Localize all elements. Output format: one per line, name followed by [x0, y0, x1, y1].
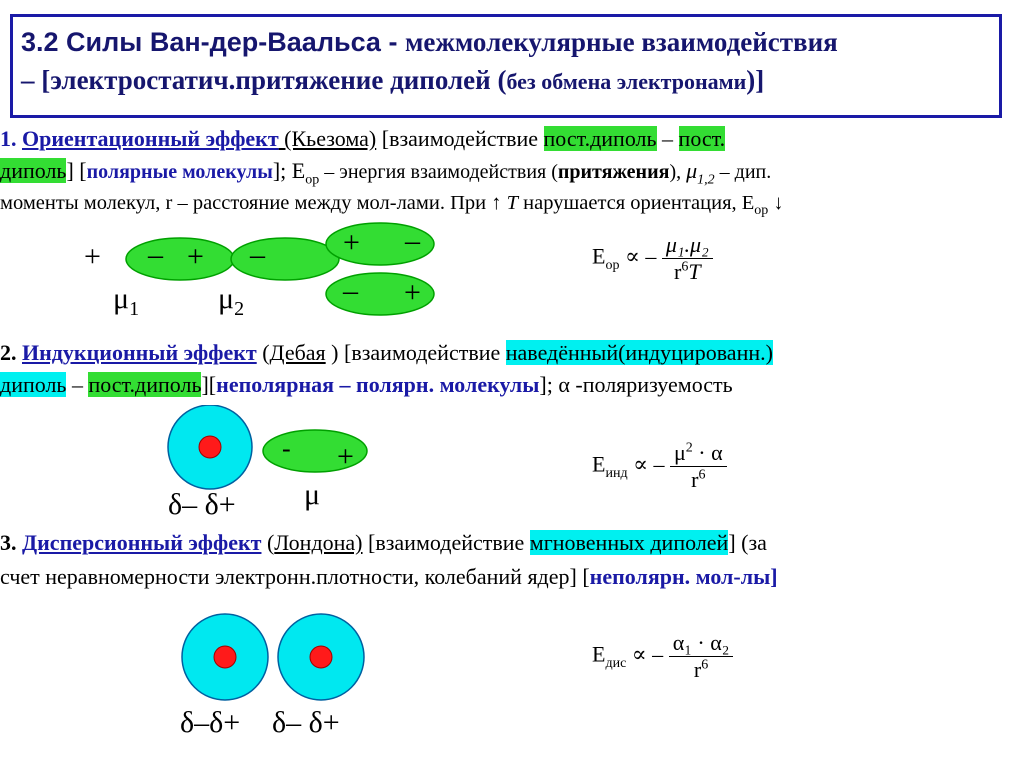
- symbol: μ: [673, 440, 686, 465]
- partial-charge-label: δ–δ+: [180, 706, 241, 739]
- nucleus: [214, 646, 236, 668]
- minus-sign: –: [405, 224, 420, 257]
- plus-sign: +: [337, 440, 354, 473]
- formula-orientation: [592, 232, 713, 285]
- section1-line1: [0, 124, 725, 154]
- section3-author: Лондона): [274, 530, 363, 555]
- highlight-green: пост.диполь: [88, 372, 202, 397]
- highlight-green: пост.диполь: [543, 126, 657, 151]
- denominator: [670, 467, 727, 493]
- symbol: E: [592, 451, 606, 477]
- operator: ∝ –: [631, 641, 664, 667]
- partial-charge-label: δ– δ+: [168, 488, 236, 521]
- text: ]; E: [272, 158, 306, 183]
- symbol: r: [691, 467, 699, 492]
- highlight-cyan: диполь: [0, 372, 67, 397]
- text: – энергия взаимодействия (: [319, 161, 558, 183]
- section2-line1: [0, 338, 773, 368]
- section2-heading: Индукционный эффект: [22, 340, 257, 365]
- text: –: [66, 372, 89, 397]
- subscript: 1: [129, 298, 140, 320]
- highlight-cyan: наведённый(индуцированн.): [505, 340, 773, 365]
- plus-sign: +: [187, 240, 204, 273]
- superscript: 6: [701, 657, 709, 673]
- title-end: )]: [746, 65, 765, 95]
- dipole-ellipse: [231, 238, 339, 280]
- minus-sign: –: [343, 274, 358, 307]
- text: ) [взаимодействие: [325, 340, 506, 365]
- title-note: без обмена электронами: [506, 69, 747, 94]
- formula-induction: [592, 440, 727, 493]
- section2-author: Дебая: [269, 340, 326, 365]
- symbol: · α: [692, 440, 723, 465]
- subscript: инд: [605, 465, 628, 481]
- section3-line1: [0, 528, 767, 558]
- formula-dispersion: [592, 630, 733, 683]
- text: (: [256, 340, 270, 365]
- denominator: [669, 657, 734, 683]
- section1-line3: [0, 188, 784, 226]
- dispersion-diagram: [175, 612, 375, 708]
- operator: ∝ –: [633, 451, 665, 477]
- minus-sign: -: [282, 434, 291, 463]
- symbol: r: [693, 657, 702, 682]
- section2-line2: [0, 370, 733, 400]
- dipole-ellipse: [126, 238, 234, 280]
- molecule-type: неполярн. мол-лы]: [589, 564, 778, 589]
- plus-sign: +: [84, 240, 101, 273]
- section1-author: (Кьезома): [278, 126, 377, 151]
- title-line-1: [21, 23, 999, 61]
- partial-charge-label: δ– δ+: [272, 706, 340, 739]
- symbol: r: [674, 259, 682, 284]
- symbol: μ: [113, 282, 130, 315]
- section2-number: 2.: [0, 340, 22, 365]
- subscript: ор: [305, 172, 320, 188]
- plus-sign: +: [343, 226, 360, 259]
- title-line-2: [21, 61, 999, 101]
- text: – дип.: [714, 161, 772, 183]
- fraction: [670, 440, 727, 493]
- text: (: [261, 530, 275, 555]
- mu1-label: [113, 282, 139, 321]
- text: [взаимодействие: [376, 126, 544, 151]
- fraction: [662, 232, 713, 285]
- text: –: [656, 126, 679, 151]
- symbol: μ: [218, 282, 235, 315]
- title-part: – [электростатич.притяжение диполей (: [21, 65, 507, 95]
- text: ↓: [768, 192, 784, 214]
- numerator: [670, 440, 727, 467]
- section3-number: 3.: [0, 530, 22, 555]
- text: счет неравномерности электронн.плотности, колебаний ядер] [: [0, 564, 590, 589]
- text: ]; α -поляризуемость: [539, 372, 733, 397]
- symbol: T: [506, 192, 519, 214]
- plus-sign: +: [404, 276, 421, 309]
- symbol: E: [592, 243, 606, 269]
- subscript: 1,2: [697, 172, 715, 188]
- title-topic: 3.2 Силы Ван-дер-Ваальса -: [21, 27, 405, 57]
- numerator: α₁ · α₂: [669, 630, 734, 657]
- subscript: дис: [605, 655, 627, 671]
- text: ][: [201, 372, 217, 397]
- numerator: μ₁.μ₂: [662, 232, 713, 259]
- superscript: 2: [685, 440, 693, 456]
- highlight-green: диполь: [0, 158, 67, 183]
- denominator: [662, 259, 713, 285]
- mu2-label: [218, 282, 244, 321]
- symbol: μ: [686, 158, 698, 183]
- molecule-type: неполярная – полярн. молекулы: [216, 372, 540, 397]
- symbol: T: [688, 259, 701, 284]
- subscript: ор: [754, 203, 769, 219]
- bold-text: притяжения: [557, 161, 670, 183]
- section1-heading: Ориентационный эффект: [22, 126, 279, 151]
- nucleus: [199, 436, 221, 458]
- text: ] (за: [728, 530, 767, 555]
- text: ] [: [66, 158, 87, 183]
- title-subtitle: межмолекулярные взаимодействия: [404, 27, 838, 57]
- highlight-green: пост.: [678, 126, 726, 151]
- text: [взаимодействие: [362, 530, 530, 555]
- highlight-cyan: мгновенных диполей: [529, 530, 729, 555]
- minus-sign: –: [148, 238, 163, 271]
- subscript: 2: [234, 298, 245, 320]
- section1-number: 1.: [0, 126, 22, 151]
- nucleus: [310, 646, 332, 668]
- text: нарушается ориентация, E: [518, 192, 755, 214]
- text: моменты молекул, r – расстояние между мол-лами. При ↑: [0, 192, 507, 214]
- title-box: [10, 14, 1002, 118]
- section3-line2: [0, 562, 778, 592]
- minus-sign: –: [250, 238, 265, 271]
- section3-heading: Дисперсионный эффект: [22, 530, 262, 555]
- mu-label: μ: [304, 478, 321, 511]
- text: ),: [669, 161, 687, 183]
- symbol: E: [592, 641, 606, 667]
- superscript: 6: [698, 467, 706, 483]
- superscript: 6: [681, 259, 689, 275]
- fraction: [669, 630, 734, 683]
- molecule-type: полярные молекулы: [86, 161, 273, 183]
- subscript: ор: [605, 257, 620, 273]
- operator: ∝ –: [624, 243, 657, 269]
